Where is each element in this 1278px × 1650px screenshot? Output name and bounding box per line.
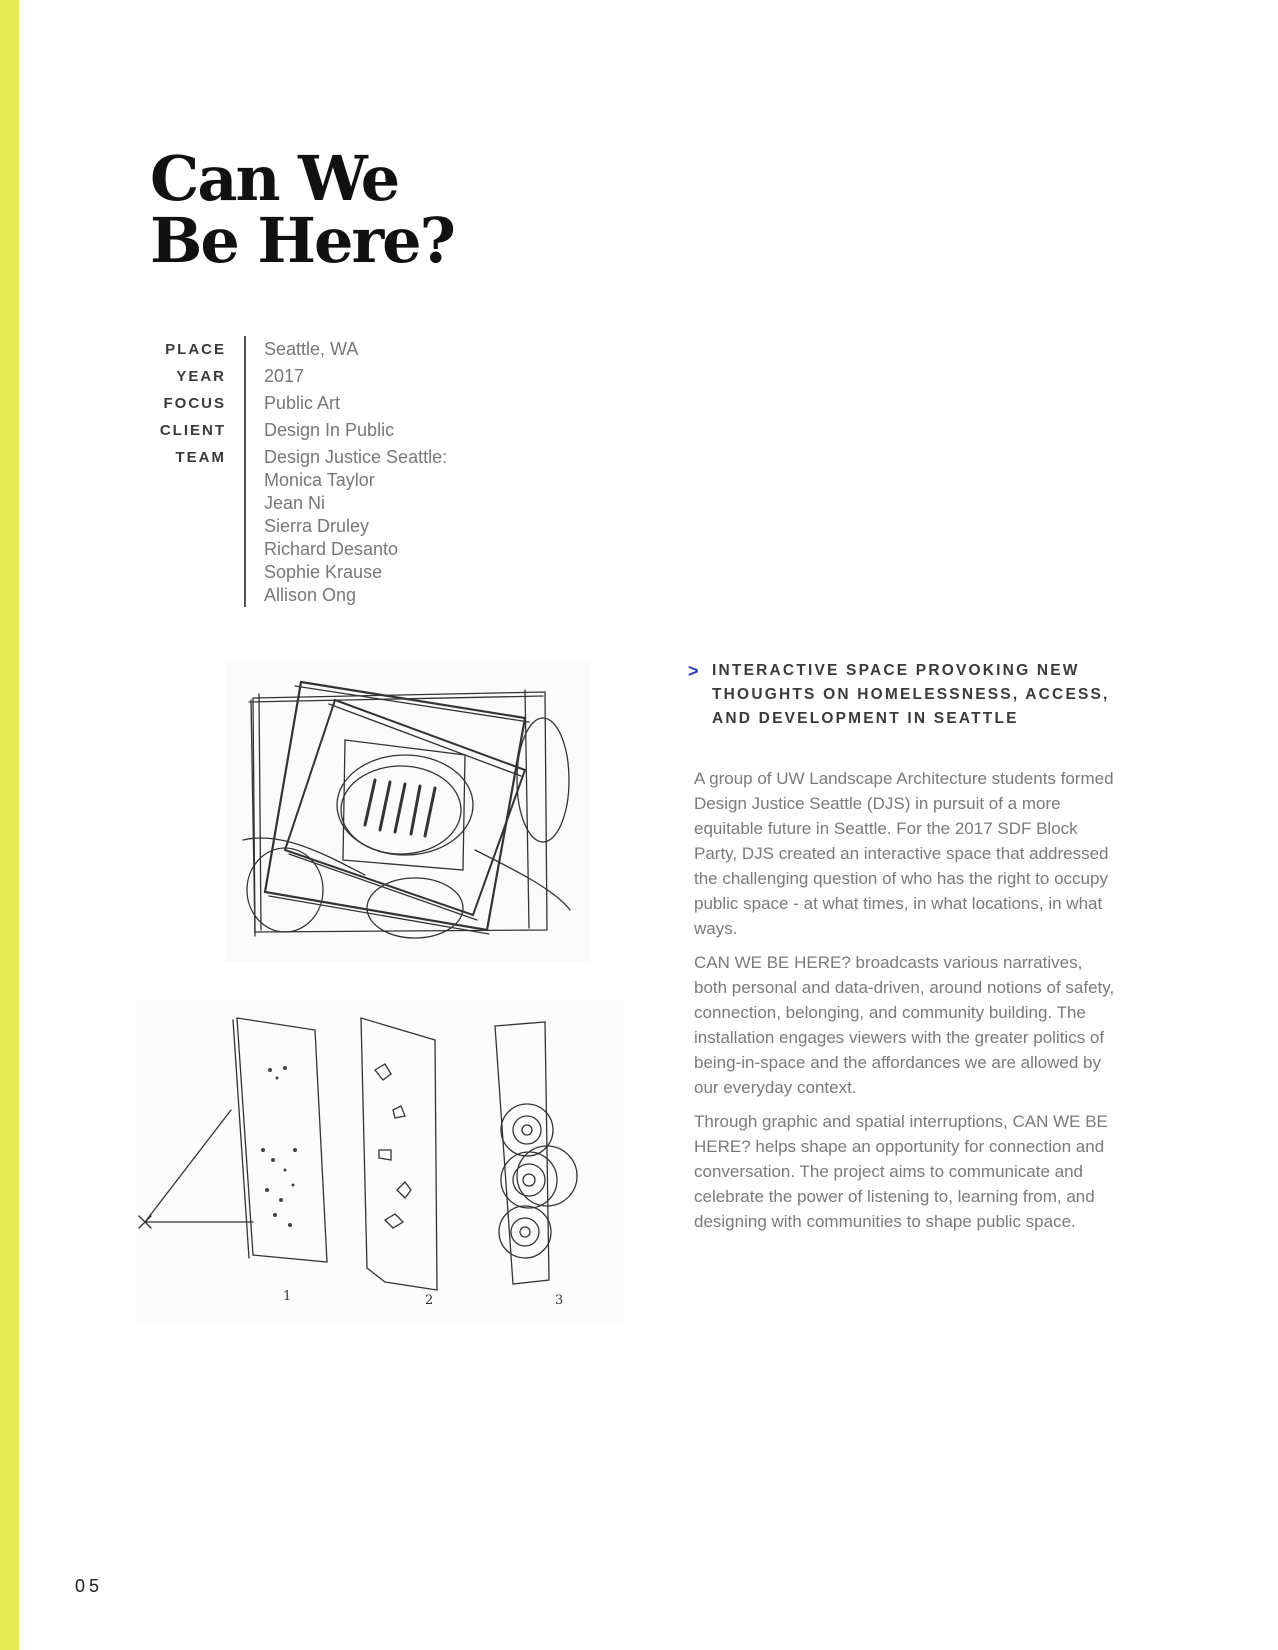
sketch-plan-image: [225, 660, 590, 962]
meta-client-row: [150, 417, 447, 444]
team-member: Allison Ong: [264, 585, 357, 605]
meta-label-client: CLIENT: [159, 422, 226, 439]
meta-value-place: Seattle, WA: [264, 339, 359, 359]
title-line-1: Can We: [150, 142, 399, 215]
team-member: Richard Desanto: [264, 539, 399, 559]
page-number: 05: [75, 1576, 104, 1596]
callout-line-2: THOUGHTS ON HOMELESSNESS, ACCESS,: [712, 686, 1110, 703]
team-member: Jean Ni: [264, 493, 326, 513]
team-member: Monica Taylor: [264, 470, 375, 490]
page-title: [150, 142, 454, 277]
team-member: Design Justice Seattle:: [264, 447, 448, 467]
callout-text: [712, 659, 1138, 731]
team-member: Sierra Druley: [264, 516, 370, 536]
meta-value-year: 2017: [264, 366, 305, 386]
meta-focus-row: [150, 390, 447, 417]
sketch-label-3: 3: [555, 1293, 564, 1308]
body-paragraph-1: A group of UW Landscape Architecture students formed Design Justice Seattle (DJS) in pursuit of a more equitable future in Seattle. For the 2017 SDF Block Party, DJS created an interactive space that addressed the challenging question of who has the right to occupy public space - at what times, in what locations, in what ways.: [694, 769, 1114, 938]
accent-bar: [0, 0, 19, 1650]
sketch-panels-image: [135, 1000, 623, 1322]
meta-value-focus: Public Art: [264, 393, 341, 413]
chevron-right-icon: >: [688, 661, 699, 681]
sketch-label-2: 2: [425, 1293, 434, 1308]
callout-line-1: INTERACTIVE SPACE PROVOKING NEW: [712, 662, 1080, 679]
project-meta: [150, 336, 447, 607]
meta-label-year: YEAR: [176, 368, 226, 385]
meta-place-row: [150, 336, 447, 363]
callout: [688, 659, 1138, 731]
meta-label-place: PLACE: [165, 341, 226, 358]
body-paragraph-2: CAN WE BE HERE? broadcasts various narratives, both personal and data-driven, around notions of safety, connection, belonging, and community building. The installation engages viewers with the greater politics of being-in-space and the affordances we are allowed by our everyday context.: [694, 953, 1115, 1097]
meta-label-focus: FOCUS: [163, 395, 226, 412]
body-paragraph-3: Through graphic and spatial interruptions, CAN WE BE HERE? helps shape an opportunity for connection and conversation. The project aims to communicate and celebrate the power of listening to, learning from, and designing with communities to shape public space.: [694, 1112, 1108, 1231]
meta-value-client: Design In Public: [264, 420, 395, 440]
meta-year-row: [150, 363, 447, 390]
callout-line-3: AND DEVELOPMENT IN SEATTLE: [712, 710, 1019, 727]
team-member: Sophie Krause: [264, 562, 383, 582]
body-text: [694, 766, 1119, 1243]
meta-label-team: TEAM: [175, 449, 226, 466]
meta-team-row: [150, 444, 447, 607]
title-line-2: Be Here?: [150, 204, 454, 277]
sketch-label-1: 1: [283, 1289, 292, 1304]
